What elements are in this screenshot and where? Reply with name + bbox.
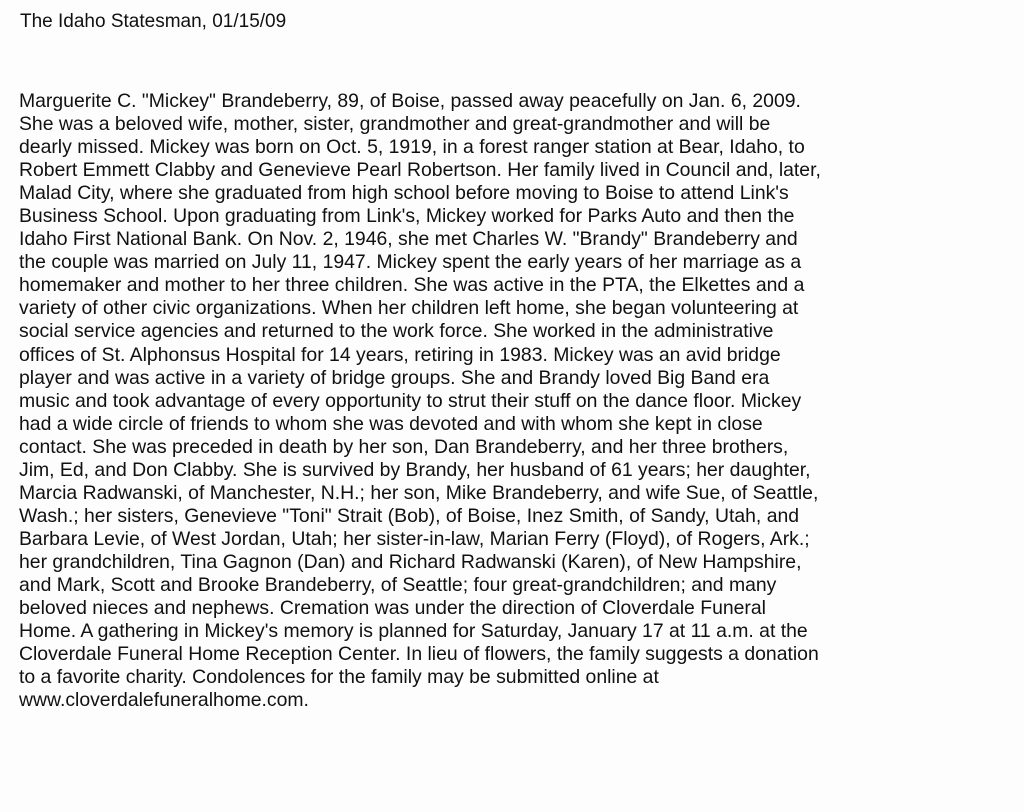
obituary-line: Jim, Ed, and Don Clabby. She is survived by Brandy, her husband of 61 years; her daughter,	[19, 458, 811, 481]
obituary-text	[19, 90, 1009, 712]
obituary-line: Wash.; her sisters, Genevieve "Toni" Strait (Bob), of Boise, Inez Smith, of Sandy, Utah, and	[19, 504, 800, 527]
obituary-line: beloved nieces and nephews. Cremation was under the direction of Cloverdale Funeral	[19, 597, 766, 620]
obituary-line: had a wide circle of friends to whom she was devoted and with whom she kept in close	[19, 412, 763, 435]
obituary-line: Malad City, where she graduated from high school before moving to Boise to attend Link's	[19, 182, 789, 205]
obituary-line: Cloverdale Funeral Home Reception Center. In lieu of flowers, the family suggests a donation	[19, 643, 819, 666]
obituary-website-line: www.cloverdalefuneralhome.com.	[19, 689, 309, 712]
obituary-line: Robert Emmett Clabby and Genevieve Pearl Robertson. Her family lived in Council and, later,	[19, 159, 821, 182]
obituary-line: She was a beloved wife, mother, sister, grandmother and great-grandmother and will be	[19, 113, 771, 136]
obituary-line: homemaker and mother to her three children. She was active in the PTA, the Elkettes and a	[19, 274, 805, 297]
obituary-line: contact. She was preceded in death by her son, Dan Brandeberry, and her three brothers,	[19, 435, 789, 458]
obituary-line: the couple was married on July 11, 1947. Mickey spent the early years of her marriage as a	[19, 251, 802, 274]
obituary-line: Idaho First National Bank. On Nov. 2, 1946, she met Charles W. "Brandy" Brandeberry and	[19, 228, 798, 251]
obituary-line: to a favorite charity. Condolences for the family may be submitted online at	[19, 666, 659, 689]
obituary-line: social service agencies and returned to the work force. She worked in the administrative	[19, 320, 774, 343]
obituary-line: and Mark, Scott and Brooke Brandeberry, of Seattle; four great-grandchildren; and many	[19, 573, 777, 596]
obituary-line: her grandchildren, Tina Gagnon (Dan) and Richard Radwanski (Karen), of New Hampshire,	[19, 550, 802, 573]
obituary-line: offices of St. Alphonsus Hospital for 14 years, retiring in 1983. Mickey was an avid bridge	[19, 343, 781, 366]
obituary-line: variety of other civic organizations. When her children left home, she began volunteering at	[19, 297, 799, 320]
obituary-line: Barbara Levie, of West Jordan, Utah; her sister-in-law, Marian Ferry (Floyd), of Rogers, Ark.;	[19, 527, 810, 550]
obituary-line: player and was active in a variety of bridge groups. She and Brandy loved Big Band era	[19, 366, 770, 389]
obituary-line: dearly missed. Mickey was born on Oct. 5, 1919, in a forest ranger station at Bear, Idaho, to	[19, 136, 805, 159]
obituary-line: Marguerite C. "Mickey" Brandeberry, 89, of Boise, passed away peacefully on Jan. 6, 2009.	[19, 90, 801, 112]
obituary-line: Business School. Upon graduating from Link's, Mickey worked for Parks Auto and then the	[19, 205, 795, 228]
obituary-line: Marcia Radwanski, of Manchester, N.H.; her son, Mike Brandeberry, and wife Sue, of Seattle,	[19, 481, 819, 504]
obituary-line: music and took advantage of every opportunity to strut their stuff on the dance floor. Mickey	[19, 389, 802, 412]
obituary-line: Home. A gathering in Mickey's memory is planned for Saturday, January 17 at 11 a.m. at the	[19, 620, 808, 643]
newspaper-source-line: The Idaho Statesman, 01/15/09	[20, 11, 287, 32]
